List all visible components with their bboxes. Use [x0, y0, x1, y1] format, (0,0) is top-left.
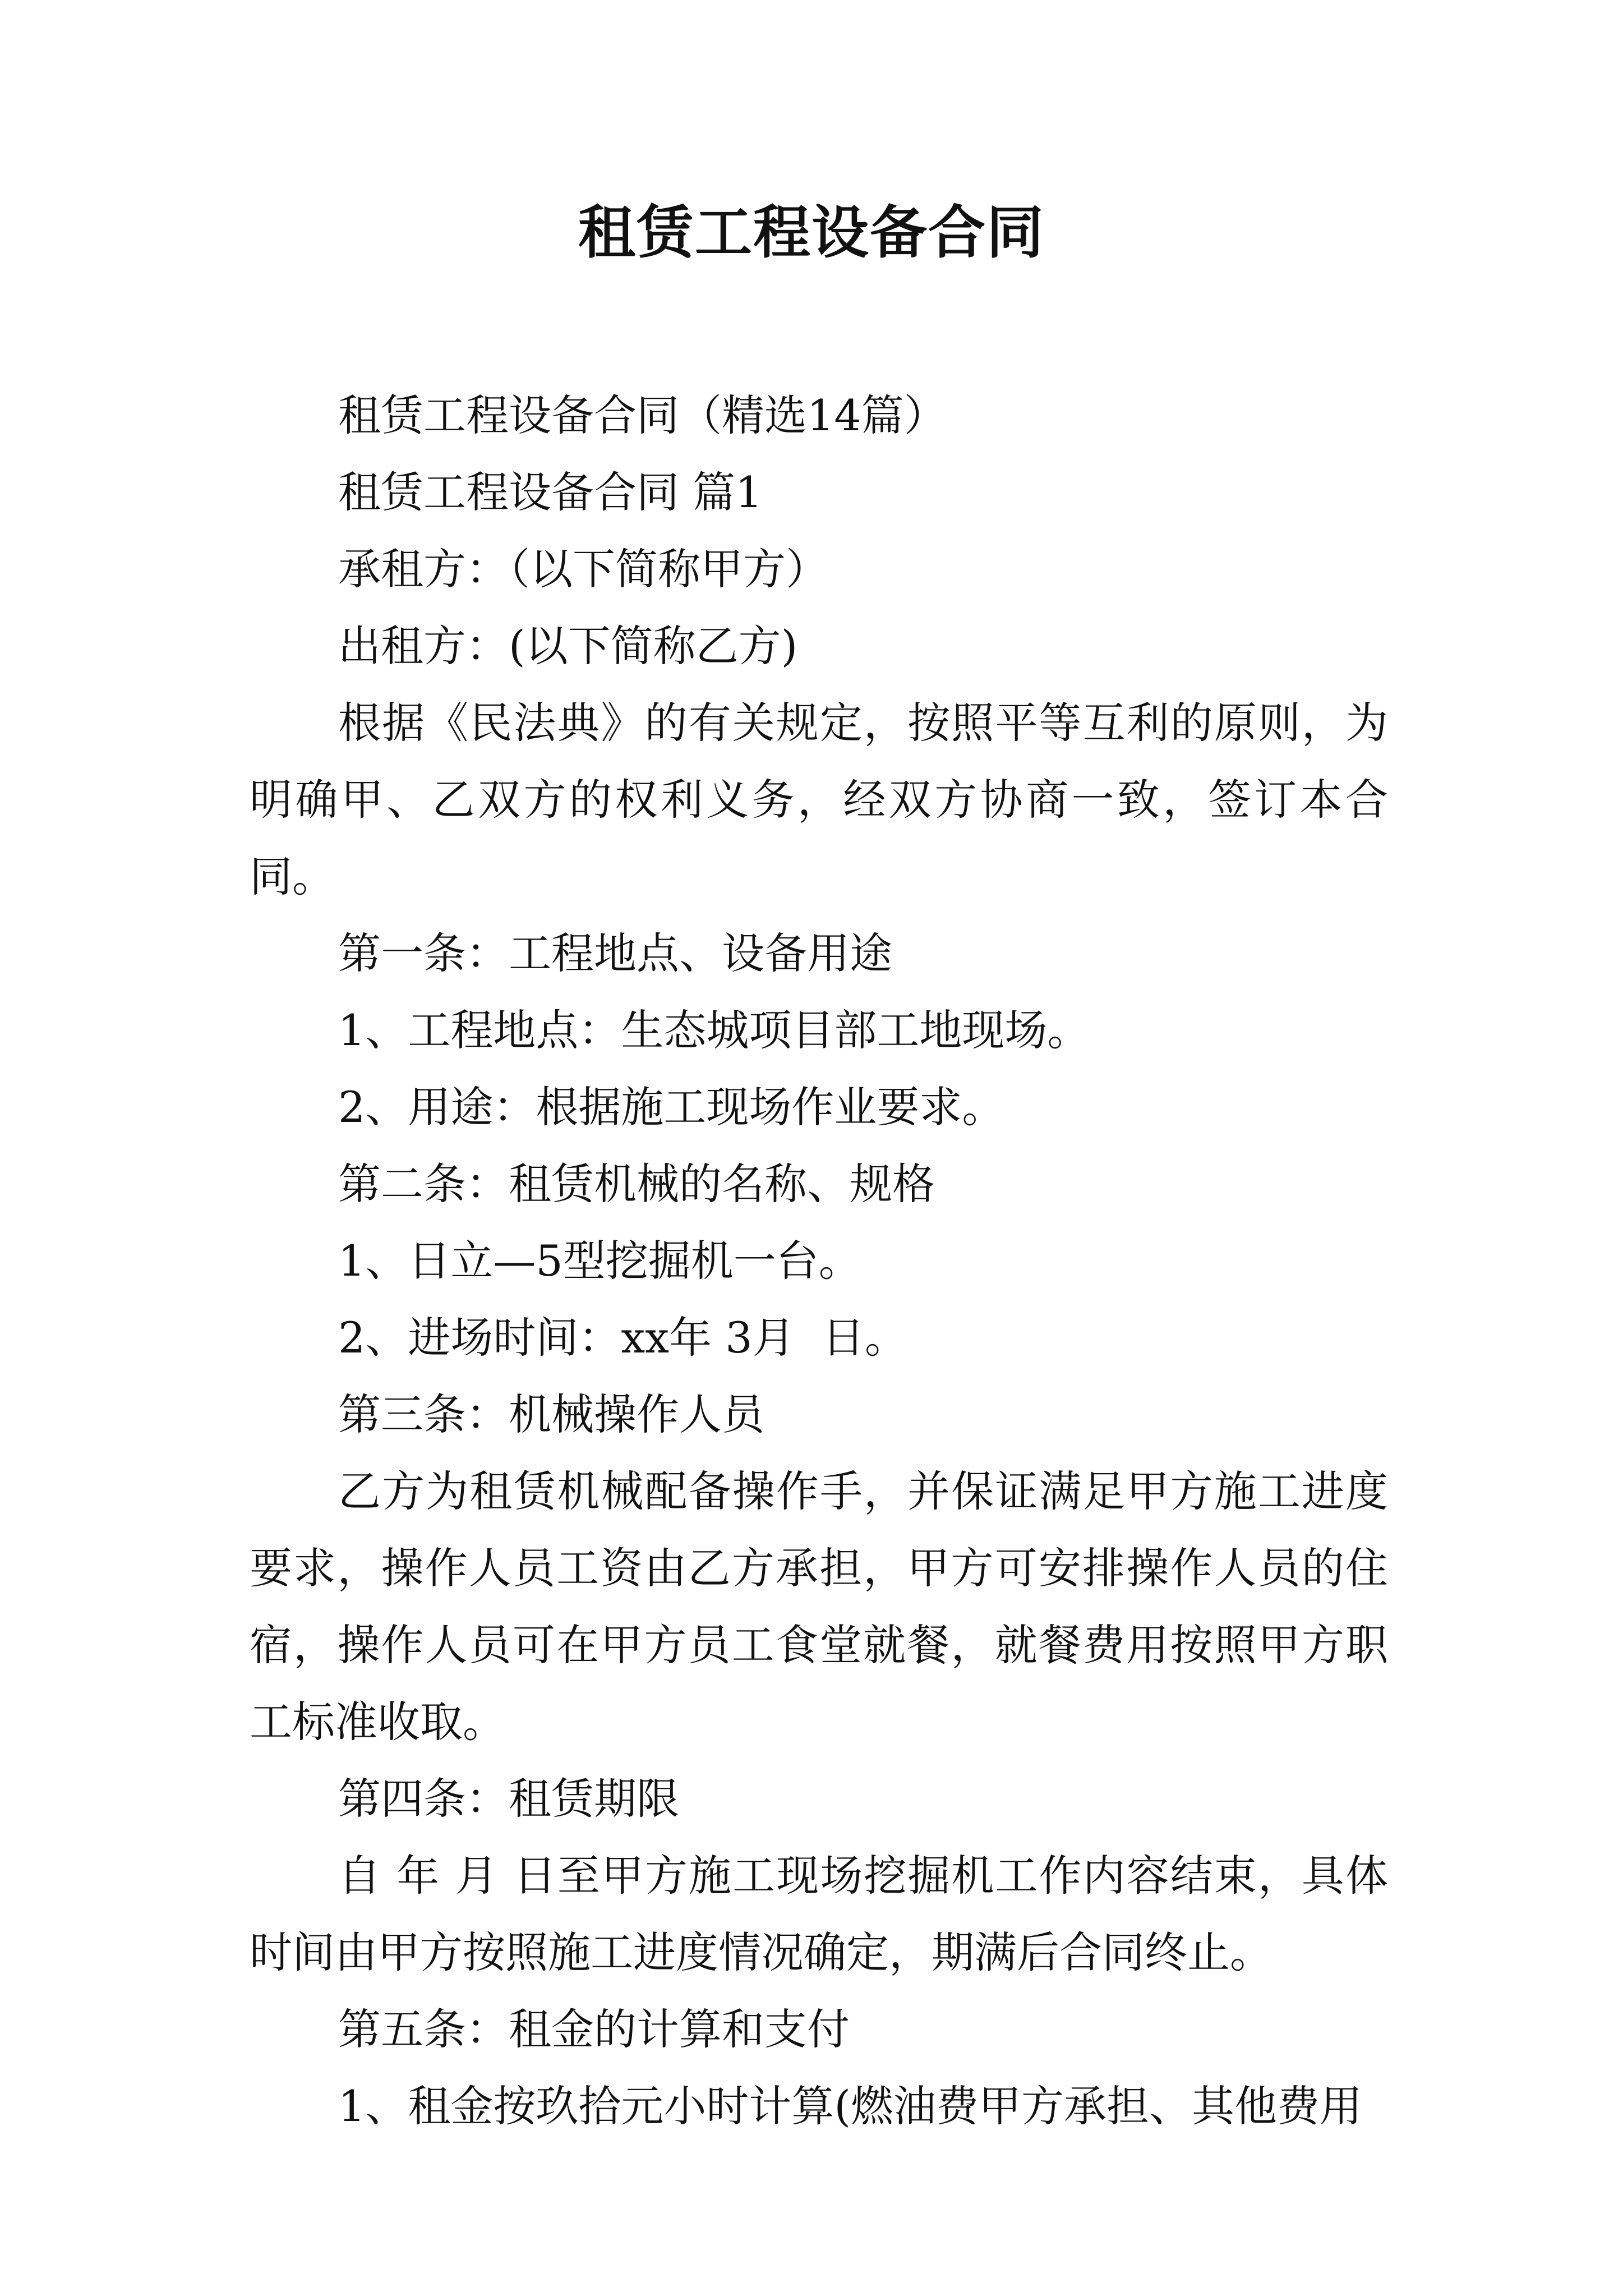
paragraph-intro-heading: 租赁工程设备合同（精选14篇） [338, 390, 947, 440]
paragraph-article-2-item-2: 2、进场时间：xx年 3月 日。 [338, 1313, 907, 1363]
paragraph-article-1-item-2: 2、用途：根据施工现场作业要求。 [338, 1082, 1005, 1132]
paragraph-article-3-body: 乙方为租赁机械配备操作手，并保证满足甲方施工进度要求，操作人员工资由乙方承担，甲方可安排操作人员的住宿，操作人员可在甲方员工食堂就餐，就餐费用按照甲方职工标准收取。 [250, 1466, 1388, 1747]
paragraph-article-5: 第五条：租金的计算和支付 [338, 2004, 850, 2054]
paragraph-lessee: 承租方：（以下简称甲方） [338, 544, 828, 594]
paragraph-article-1-item-1: 1、工程地点：生态城项目部工地现场。 [338, 1005, 1090, 1055]
paragraph-lessor: 出租方：(以下简称乙方) [338, 621, 798, 671]
paragraph-article-1: 第一条：工程地点、设备用途 [338, 928, 892, 978]
paragraph-preamble: 根据《民法典》的有关规定，按照平等互利的原则，为明确甲、乙双方的权利义务，经双方协商一致，签订本合同。 [250, 698, 1388, 901]
paragraph-article-2-item-1: 1、日立—5型挖掘机一台。 [338, 1236, 861, 1286]
paragraph-article-4: 第四条：租赁期限 [338, 1774, 679, 1824]
paragraph-section-heading: 租赁工程设备合同 篇1 [338, 467, 763, 517]
paragraph-article-3: 第三条：机械操作人员 [338, 1389, 764, 1439]
paragraph-article-4-body: 自 年 月 日至甲方施工现场挖掘机工作内容结束，具体时间由甲方按照施工进度情况确定，期满后合同终止。 [250, 1851, 1388, 1977]
paragraph-article-2: 第二条：租赁机械的名称、规格 [338, 1159, 935, 1209]
document-body [250, 377, 1388, 2145]
document-title: 租赁工程设备合同 [578, 199, 1045, 266]
paragraph-article-5-item-1: 1、租金按玖拾元小时计算(燃油费甲方承担、其他费用 [338, 2081, 1363, 2131]
